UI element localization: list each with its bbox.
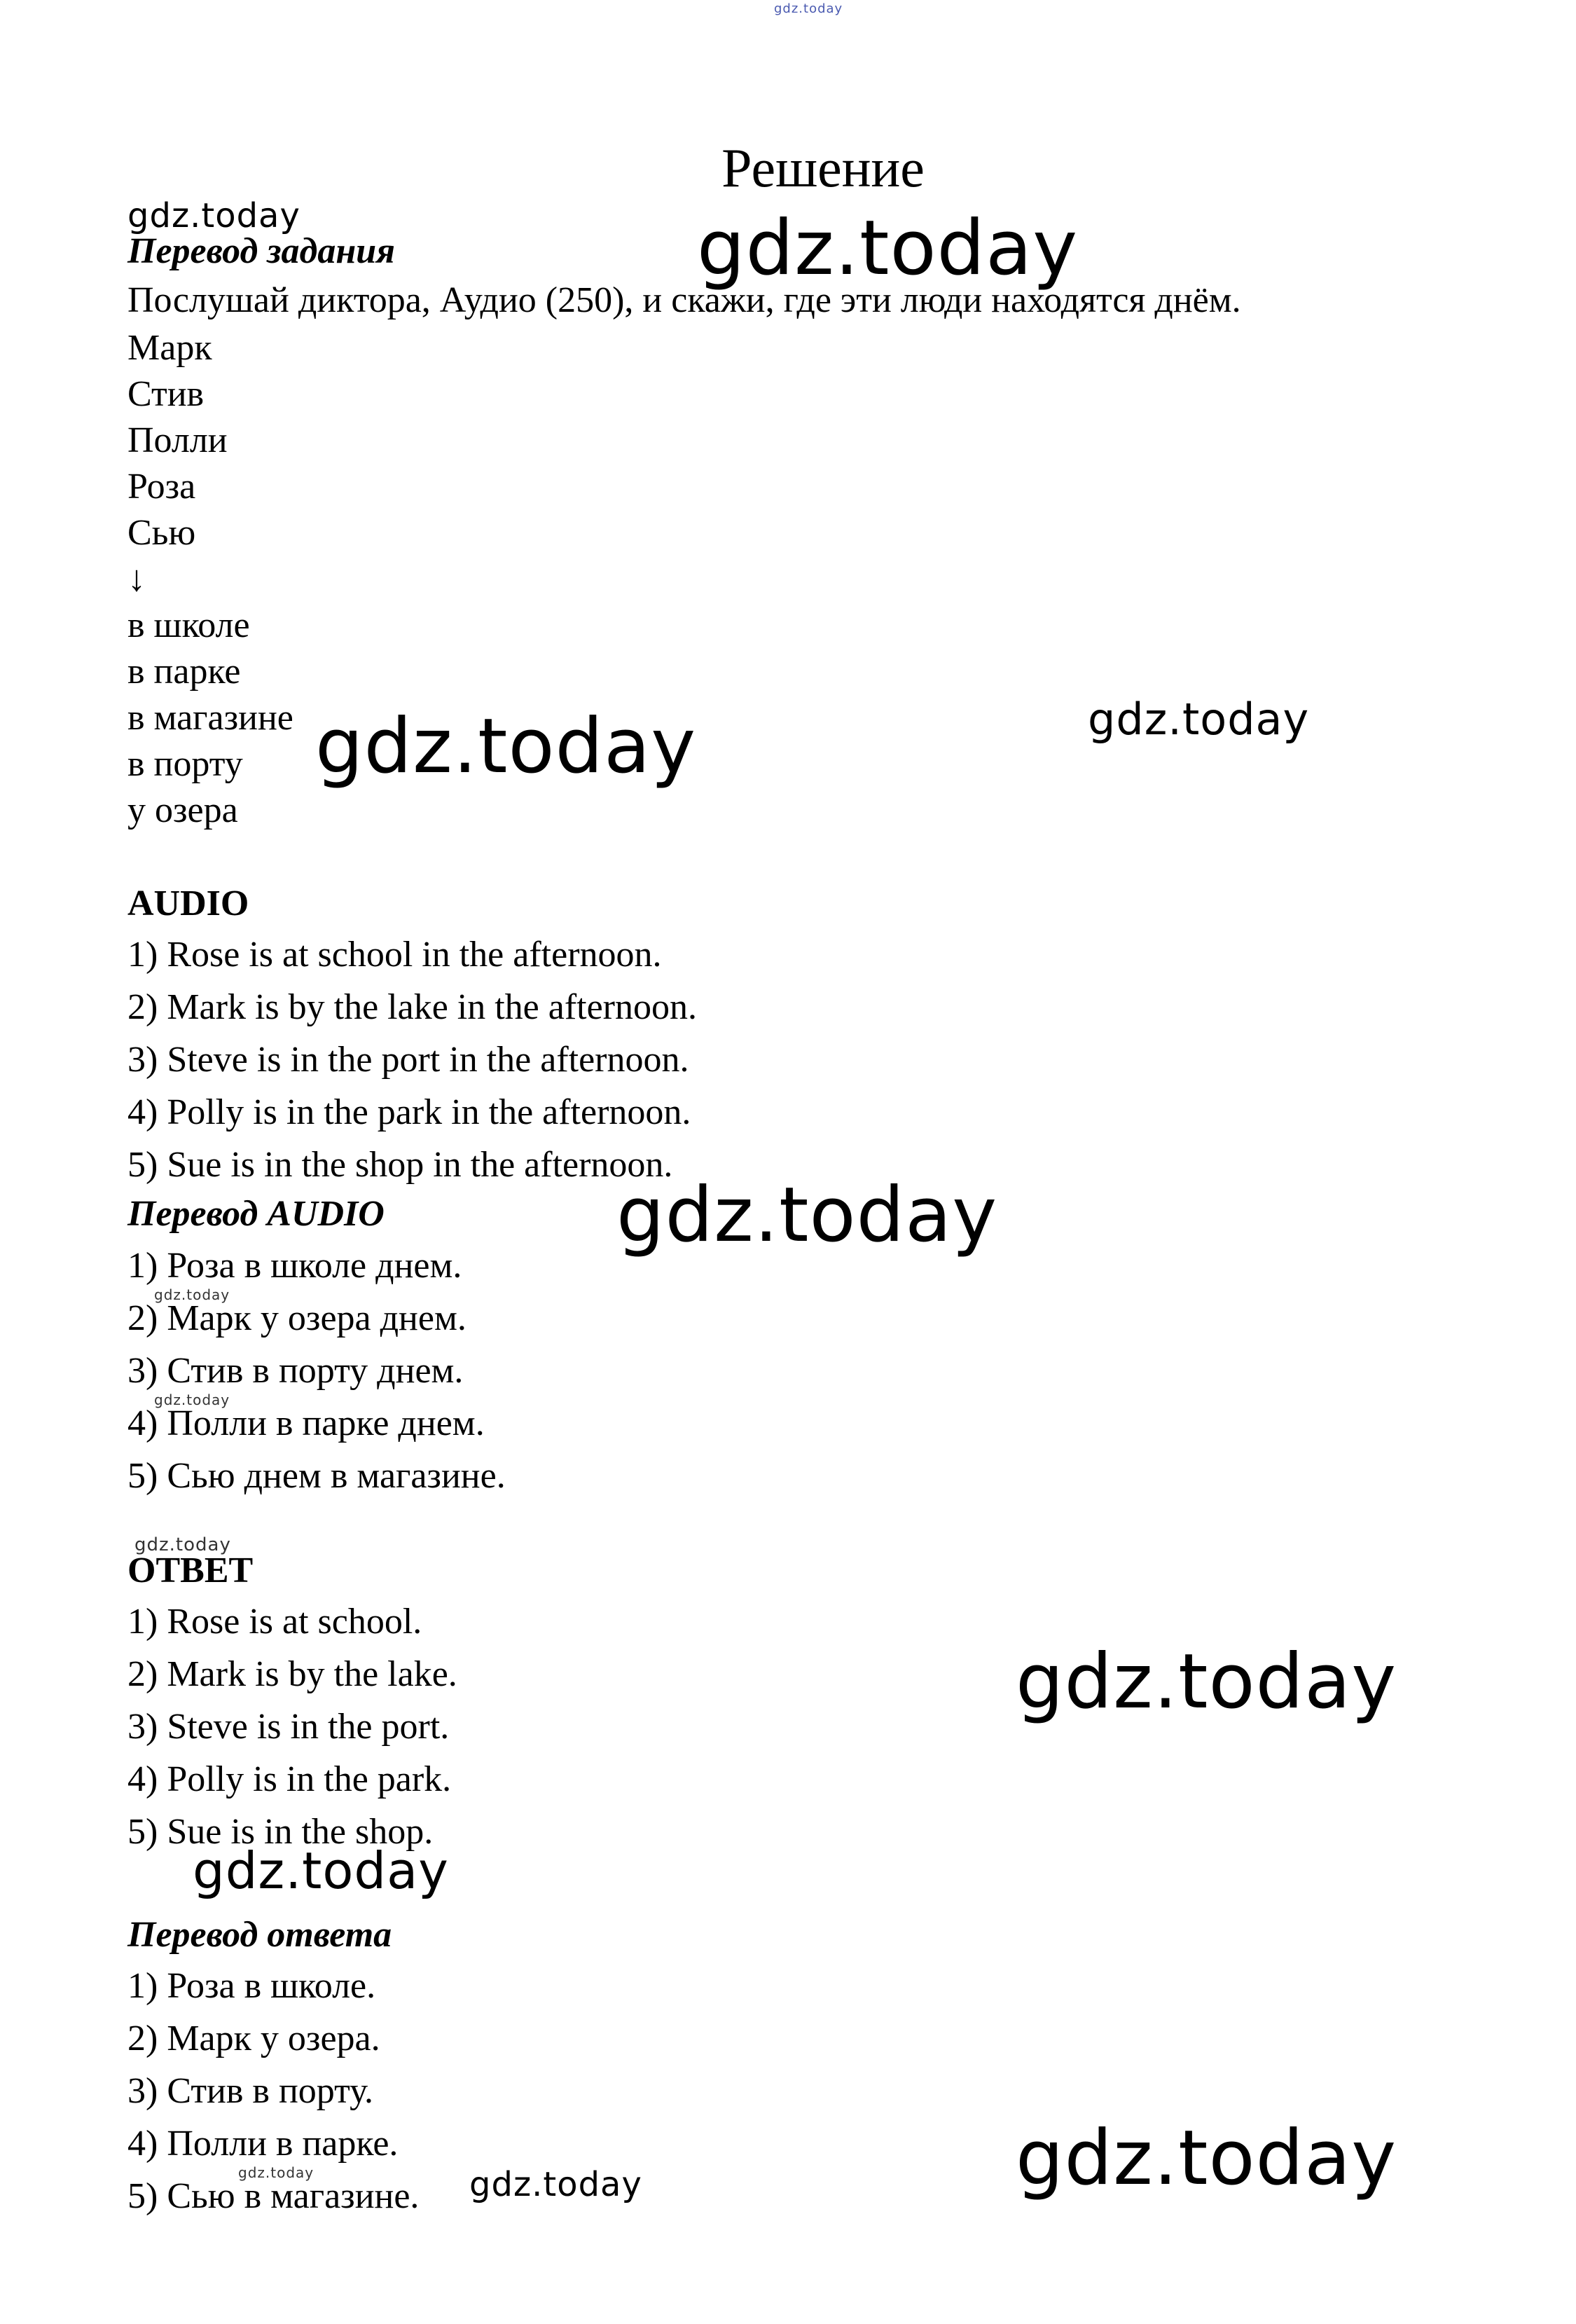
watermark-medium: gdz.today — [1088, 694, 1310, 745]
watermark-large: gdz.today — [616, 1171, 998, 1259]
name-item: Роза — [127, 467, 196, 507]
watermark-top: gdz.today — [774, 1, 843, 16]
answer-heading: ОТВЕТ — [127, 1551, 254, 1590]
audio-line: 2) Mark is by the lake in the afternoon. — [127, 987, 697, 1027]
down-arrow: ↓ — [127, 559, 146, 599]
watermark-large: gdz.today — [1016, 2115, 1397, 2202]
audio-translation-line: 4) Полли в парке днем. — [127, 1403, 485, 1443]
watermark-tiny: gdz.today — [154, 1391, 230, 1408]
answer-line: 2) Mark is by the lake. — [127, 1654, 457, 1694]
answer-line: 4) Polly is in the park. — [127, 1759, 452, 1799]
watermark-large: gdz.today — [697, 205, 1079, 292]
name-item: Полли — [127, 420, 228, 460]
place-item: в парке — [127, 652, 241, 692]
task-translation-heading: Перевод задания — [127, 231, 395, 271]
page-title: Решение — [721, 137, 925, 198]
watermark-large: gdz.today — [315, 703, 697, 790]
audio-translation-heading: Перевод AUDIO — [127, 1194, 385, 1234]
audio-translation-line: 2) Марк у озера днем. — [127, 1298, 466, 1338]
place-item: в школе — [127, 605, 250, 645]
watermark-large: gdz.today — [1016, 1638, 1397, 1726]
audio-line: 1) Rose is at school in the afternoon. — [127, 935, 662, 975]
name-item: Сью — [127, 513, 196, 553]
watermark-small: gdz.today — [469, 2165, 642, 2204]
watermark-tiny: gdz.today — [238, 2164, 314, 2181]
place-item: в порту — [127, 744, 243, 784]
answer-line: 1) Rose is at school. — [127, 1602, 422, 1642]
answer-translation-line: 4) Полли в парке. — [127, 2124, 399, 2164]
audio-line: 5) Sue is in the shop in the afternoon. — [127, 1145, 673, 1185]
watermark-tiny: gdz.today — [134, 1534, 231, 1555]
watermark-tiny: gdz.today — [154, 1286, 230, 1303]
answer-translation-line: 1) Роза в школе. — [127, 1966, 376, 2006]
answer-line: 3) Steve is in the port. — [127, 1707, 450, 1747]
watermark-medium: gdz.today — [193, 1841, 449, 1900]
name-item: Марк — [127, 328, 212, 368]
audio-translation-line: 5) Сью днем в магазине. — [127, 1456, 506, 1496]
audio-heading: AUDIO — [127, 883, 249, 923]
answer-translation-heading: Перевод ответа — [127, 1915, 392, 1955]
name-item: Стив — [127, 374, 205, 414]
place-item: в магазине — [127, 698, 293, 738]
audio-line: 3) Steve is in the port in the afternoon. — [127, 1040, 689, 1080]
answer-translation-line: 5) Сью в магазине. — [127, 2176, 420, 2216]
watermark-small: gdz.today — [127, 196, 300, 235]
place-item: у озера — [127, 790, 238, 830]
answer-translation-line: 2) Марк у озера. — [127, 2019, 380, 2058]
answer-translation-line: 3) Стив в порту. — [127, 2071, 373, 2111]
audio-translation-line: 1) Роза в школе днем. — [127, 1246, 462, 1286]
audio-translation-line: 3) Стив в порту днем. — [127, 1351, 464, 1391]
answer-line: 5) Sue is in the shop. — [127, 1812, 434, 1852]
audio-line: 4) Polly is in the park in the afternoon. — [127, 1092, 691, 1132]
task-instruction: Послушай диктора, Аудио (250), и скажи, где эти люди находятся днём. — [127, 280, 1241, 320]
